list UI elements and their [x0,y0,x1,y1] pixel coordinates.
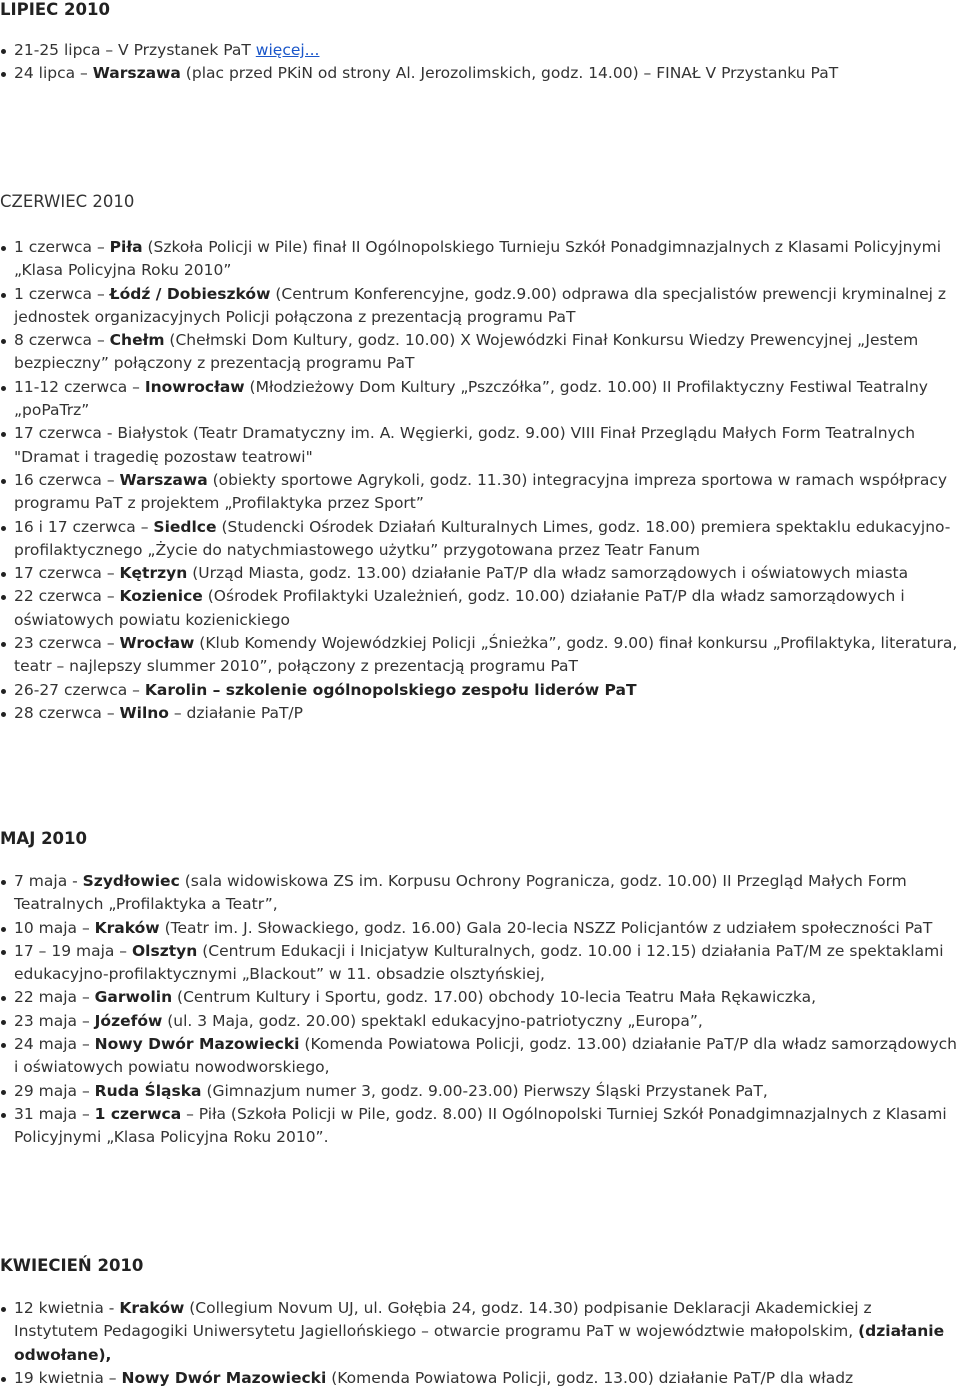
section-maj [0,829,960,1150]
section-heading: CZERWIEC 2010 [0,192,135,211]
city-name: Szydłowiec [82,872,180,890]
city-name: Kraków [94,918,160,937]
list-item: 11-12 czerwca – Inowrocław (Młodzieżowy Dom Kultury „Pszczółka”, godz. 10.00) II Profilaktyczny Festiwal Teatralny „poPaTrz” [0,376,960,423]
city-name: Olsztyn [131,941,198,960]
list-item: 16 czerwca – Warszawa (obiekty sportowe Agrykoli, godz. 11.30) integracyjna impreza sportowa w ramach współpracy programu PaT z projektem „Profilaktyka przez Sport” [0,469,960,516]
list-item: 29 maja – Ruda Śląska (Gimnazjum numer 3, godz. 9.00-23.00) Pierwszy Śląski Przystanek PaT, [0,1080,960,1103]
list-item: 8 czerwca – Chełm (Chełmski Dom Kultury, godz. 10.00) X Wojewódzki Finał Konkursu Wiedzy Prewencyjnej „Jestem bezpieczny” połączony z prezentacją programu PaT [0,329,960,376]
list-item: 17 czerwca - Białystok (Teatr Dramatyczny im. A. Węgierki, godz. 9.00) VIII Finał Przeglądu Małych Form Teatralnych "Dramat i tragedię pozostaw teatrowi" [0,422,960,469]
city-name: Karolin – szkolenie ogólnopolskiego zespołu liderów PaT [144,680,637,699]
list-item: 12 kwietnia - Kraków (Collegium Novum UJ, ul. Gołębia 24, godz. 14.30) podpisanie Deklaracji Akademickiej z Instytutem Pedagogiki Uniwersytetu Jagiellońskiego – otwarcie programu PaT w województwie małopolskim, (działanie odwołane), [0,1297,960,1367]
city-name: Łódź / Dobieszków [109,284,271,303]
section-kwiecien [0,1256,960,1390]
city-name: Garwolin [94,988,173,1007]
city-name: Piła [109,238,143,256]
event-list [0,1297,960,1390]
list-item: 22 maja – Garwolin (Centrum Kultury i Sportu, godz. 17.00) obchody 10-lecia Teatru Mała Rękawiczka, [0,986,960,1009]
city-name: 1 czerwca [94,1104,182,1123]
list-item: 16 i 17 czerwca – Siedlce (Studencki Ośrodek Działań Kulturalnych Limes, godz. 18.00) premiera spektaklu edukacyjno-profilaktycznego „Życie do natychmiastowego użytku” przygotowana przez Teatr Fanum [0,516,960,563]
event-list [0,236,960,725]
event-list [0,870,960,1150]
list-item: 21-25 lipca – V Przystanek PaT więcej... [0,39,960,62]
list-item: 22 czerwca – Kozienice (Ośrodek Profilaktyki Uzależnień, godz. 10.00) działanie PaT/P dla władz samorządowych i oświatowych powiatu kozienickiego [0,585,960,632]
list-item: 19 kwietnia – Nowy Dwór Mazowiecki (Komenda Powiatowa Policji, godz. 13.00) działanie PaT/P dla władz [0,1367,960,1390]
list-item: 17 – 19 maja – Olsztyn (Centrum Edukacji i Inicjatyw Kulturalnych, godz. 10.00 i 12.15) działania PaT/M ze spektaklami edukacyjno-profilaktycznymi „Blackout” w 11. obsadzie olsztyńskiej, [0,940,960,987]
list-item: 26-27 czerwca – Karolin – szkolenie ogólnopolskiego zespołu liderów PaT [0,679,960,702]
city-name: Inowrocław [144,377,245,396]
list-item: 10 maja – Kraków (Teatr im. J. Słowackiego, godz. 16.00) Gala 20-lecia NSZZ Policjantów z udziałem społeczności PaT [0,917,960,940]
list-item: 31 maja – 1 czerwca – Piła (Szkoła Policji w Pile, godz. 8.00) II Ogólnopolski Turniej Szkół Ponadgimnazjalnych z Klasami Policyjnymi „Klasa Policyjna Roku 2010”. [0,1103,960,1150]
list-item: 1 czerwca – Łódź / Dobieszków (Centrum Konferencyjne, godz.9.00) odprawa dla specjalistów prewencji kryminalnej z jednostek organizacyjnych Policji połączona z prezentacją programu PaT [0,283,960,330]
list-item: 23 maja – Józefów (ul. 3 Maja, godz. 20.00) spektakl edukacyjno-patriotyczny „Europa”, [0,1010,960,1033]
more-link[interactable]: więcej... [255,41,320,59]
city-name: Warszawa [119,470,208,489]
list-item: 1 czerwca – Piła (Szkoła Policji w Pile) finał II Ogólnopolskiego Turnieju Szkół Ponadgimnazjalnych z Klasami Policyjnymi „Klasa Policyjna Roku 2010” [0,236,960,283]
city-name: Józefów [94,1011,163,1030]
city-name: Chełm [109,331,165,350]
city-name: Wrocław [119,634,195,653]
city-name: Nowy Dwór Mazowiecki [121,1368,327,1387]
list-item: 24 maja – Nowy Dwór Mazowiecki (Komenda Powiatowa Policji, godz. 13.00) działanie PaT/P dla władz samorządowych i oświatowych powiatu nowodworskiego, [0,1033,960,1080]
list-item: 23 czerwca – Wrocław (Klub Komendy Wojewódzkiej Policji „Śnieżka”, godz. 9.00) finał konkursu „Profilaktyka, literatura, teatr – najlepszy slummer 2010”, połączony z prezentacją programu PaT [0,632,960,679]
section-lipiec [0,0,960,86]
list-item: 17 czerwca – Kętrzyn (Urząd Miasta, godz. 13.00) działanie PaT/P dla władz samorządowych i oświatowych miasta [0,562,960,585]
section-heading: MAJ 2010 [0,829,87,848]
city-name: Kętrzyn [119,564,188,583]
city-name: Wilno [119,703,169,722]
section-czerwiec [0,192,960,725]
list-item: 24 lipca – Warszawa (plac przed PKiN od strony Al. Jerozolimskich, godz. 14.00) – FINAŁ V Przystanku PaT [0,62,960,85]
city-name: Warszawa [92,64,181,83]
event-list [0,39,960,86]
city-name: Kraków [119,1299,185,1317]
city-name: Kozienice [119,587,203,606]
section-heading: KWIECIEŃ 2010 [0,1256,144,1275]
city-name: Ruda Śląska [94,1081,202,1100]
list-item: 28 czerwca – Wilno – działanie PaT/P [0,702,960,725]
city-name: Nowy Dwór Mazowiecki [94,1035,300,1054]
city-name: Siedlce [153,517,217,536]
cancelled-note: (działanie odwołane), [14,1322,945,1364]
list-item: 7 maja - Szydłowiec (sala widowiskowa ZS im. Korpusu Ochrony Pogranicza, godz. 10.00) II Przegląd Małych Form Teatralnych „Profilaktyka a Teatr”, [0,870,960,917]
section-heading: LIPIEC 2010 [0,0,110,19]
